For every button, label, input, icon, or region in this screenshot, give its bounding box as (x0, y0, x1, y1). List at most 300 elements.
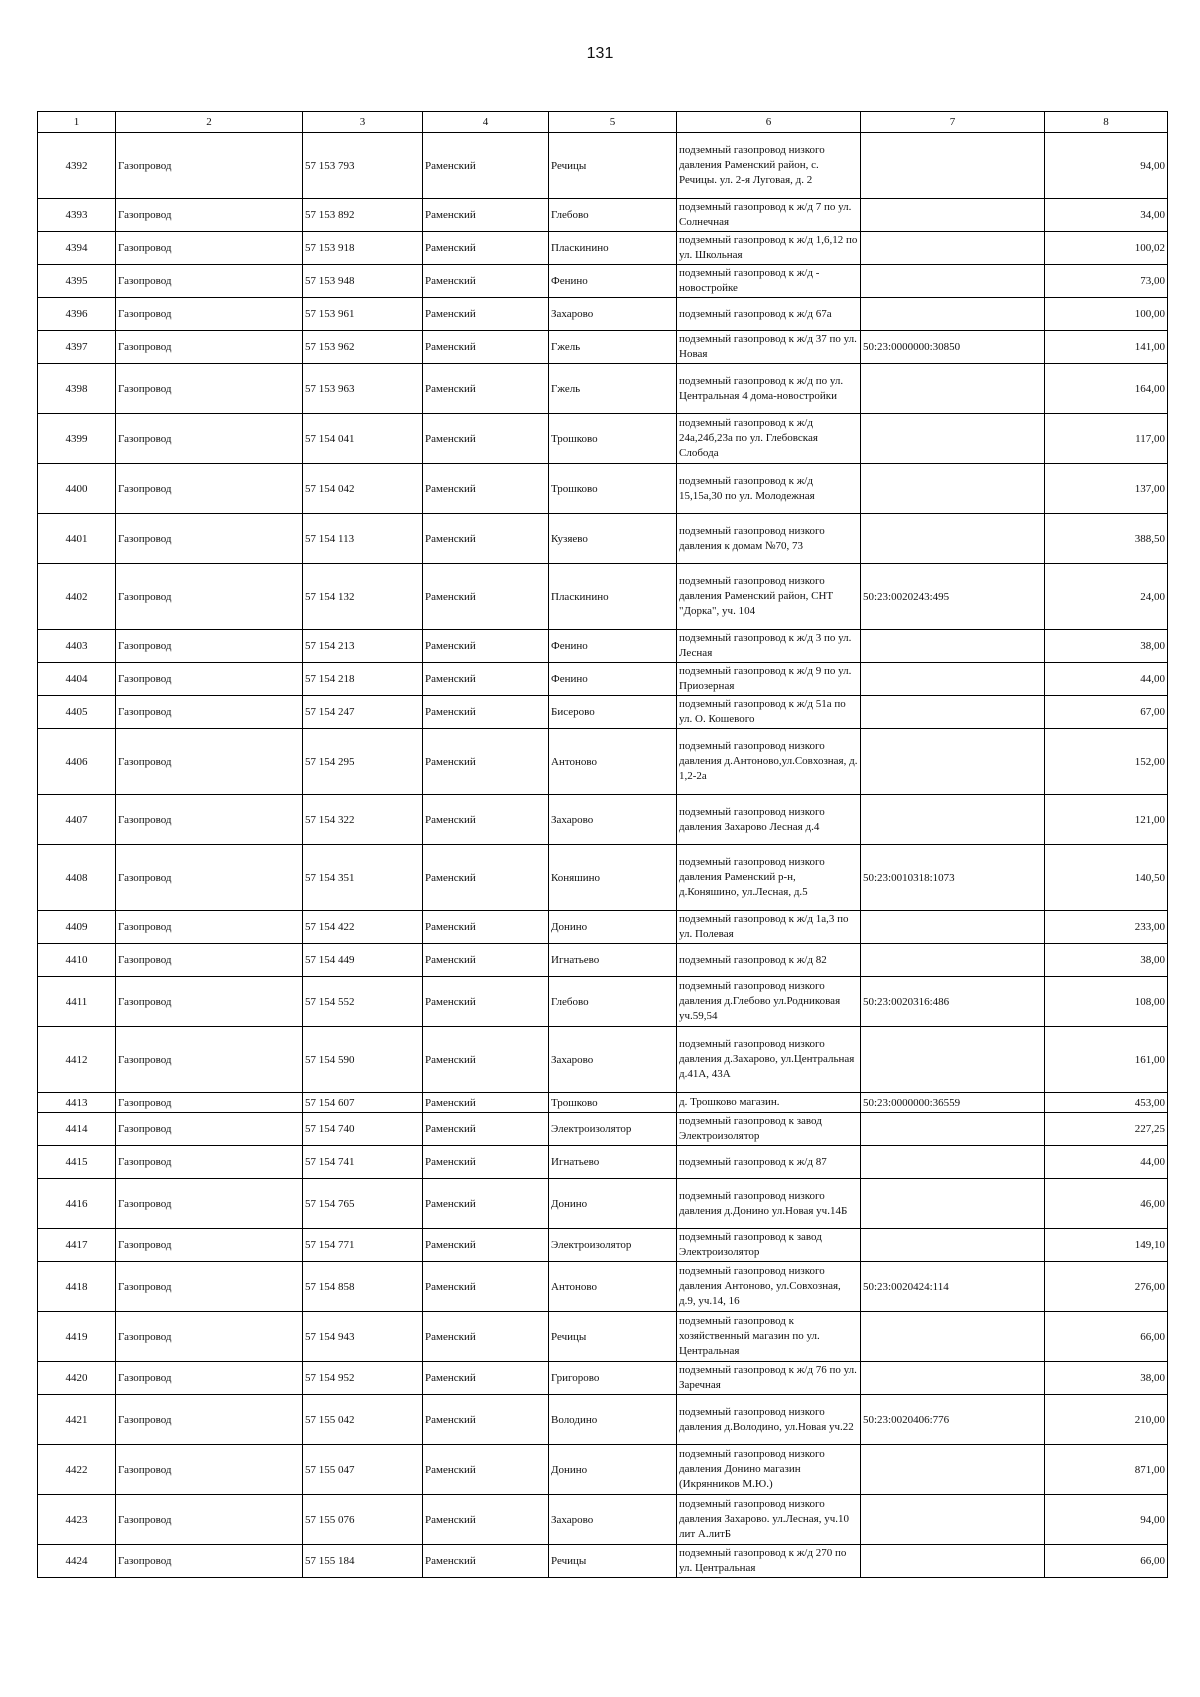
district: Раменский (423, 944, 549, 977)
settlement: Фенино (549, 663, 677, 696)
description: подземный газопровод к ж/д 67а (677, 298, 861, 331)
table-header (38, 112, 1168, 133)
district: Раменский (423, 1262, 549, 1312)
settlement: Трошково (549, 414, 677, 464)
table-body (38, 133, 1168, 1578)
cadastral-number (861, 1179, 1045, 1229)
settlement: Коняшино (549, 845, 677, 911)
column-header: 4 (423, 112, 549, 133)
length-value: 137,00 (1045, 464, 1168, 514)
settlement: Антоново (549, 729, 677, 795)
inventory-code: 57 154 765 (303, 1179, 423, 1229)
description: подземный газопровод низкого давления д.Володино, ул.Новая уч.22 (677, 1395, 861, 1445)
district: Раменский (423, 729, 549, 795)
description: подземный газопровод низкого давления д.Антоново,ул.Совхозная, д. 1,2-2а (677, 729, 861, 795)
column-header: 1 (38, 112, 116, 133)
district: Раменский (423, 1146, 549, 1179)
table-row (38, 977, 1168, 1027)
length-value: 149,10 (1045, 1229, 1168, 1262)
inventory-code: 57 155 047 (303, 1445, 423, 1495)
length-value: 38,00 (1045, 944, 1168, 977)
district: Раменский (423, 1445, 549, 1495)
table-row (38, 514, 1168, 564)
column-header: 2 (116, 112, 303, 133)
settlement: Фенино (549, 630, 677, 663)
table-row (38, 1362, 1168, 1395)
settlement: Гжель (549, 364, 677, 414)
table-row (38, 630, 1168, 663)
cadastral-number (861, 298, 1045, 331)
table-row (38, 1312, 1168, 1362)
object-name: Газопровод (116, 364, 303, 414)
inventory-code: 57 154 607 (303, 1093, 423, 1113)
table-row (38, 845, 1168, 911)
object-name: Газопровод (116, 1093, 303, 1113)
table-row (38, 795, 1168, 845)
settlement: Электроизолятор (549, 1229, 677, 1262)
object-name: Газопровод (116, 845, 303, 911)
cadastral-number: 50:23:0020424:114 (861, 1262, 1045, 1312)
inventory-code: 57 154 351 (303, 845, 423, 911)
cadastral-number (861, 414, 1045, 464)
inventory-code: 57 155 042 (303, 1395, 423, 1445)
row-number: 4402 (38, 564, 116, 630)
inventory-code: 57 153 948 (303, 265, 423, 298)
cadastral-number (861, 1312, 1045, 1362)
description: подземный газопровод низкого давления к домам №70, 73 (677, 514, 861, 564)
district: Раменский (423, 514, 549, 564)
row-number: 4394 (38, 232, 116, 265)
object-name: Газопровод (116, 1545, 303, 1578)
settlement: Трошково (549, 1093, 677, 1113)
inventory-code: 57 154 952 (303, 1362, 423, 1395)
row-number: 4413 (38, 1093, 116, 1113)
description: подземный газопровод к ж/д 9 по ул. Приозерная (677, 663, 861, 696)
row-number: 4396 (38, 298, 116, 331)
inventory-code: 57 153 963 (303, 364, 423, 414)
district: Раменский (423, 1113, 549, 1146)
settlement: Донино (549, 1445, 677, 1495)
row-number: 4409 (38, 911, 116, 944)
column-header: 5 (549, 112, 677, 133)
length-value: 161,00 (1045, 1027, 1168, 1093)
settlement: Захарово (549, 1027, 677, 1093)
column-header: 7 (861, 112, 1045, 133)
row-number: 4424 (38, 1545, 116, 1578)
inventory-code: 57 154 422 (303, 911, 423, 944)
district: Раменский (423, 1495, 549, 1545)
row-number: 4418 (38, 1262, 116, 1312)
settlement: Трошково (549, 464, 677, 514)
cadastral-number (861, 795, 1045, 845)
column-header: 3 (303, 112, 423, 133)
table-row (38, 1146, 1168, 1179)
object-name: Газопровод (116, 1229, 303, 1262)
table-row (38, 663, 1168, 696)
cadastral-number (861, 911, 1045, 944)
district: Раменский (423, 331, 549, 364)
length-value: 38,00 (1045, 1362, 1168, 1395)
district: Раменский (423, 364, 549, 414)
object-name: Газопровод (116, 1395, 303, 1445)
description: подземный газопровод низкого давления Антоново, ул.Совхозная, д.9, уч.14, 16 (677, 1262, 861, 1312)
settlement: Захарово (549, 1495, 677, 1545)
object-name: Газопровод (116, 1312, 303, 1362)
object-name: Газопровод (116, 696, 303, 729)
settlement: Глебово (549, 199, 677, 232)
row-number: 4421 (38, 1395, 116, 1445)
cadastral-number (861, 729, 1045, 795)
row-number: 4408 (38, 845, 116, 911)
length-value: 100,00 (1045, 298, 1168, 331)
district: Раменский (423, 696, 549, 729)
district: Раменский (423, 232, 549, 265)
cadastral-number: 50:23:0010318:1073 (861, 845, 1045, 911)
district: Раменский (423, 977, 549, 1027)
district: Раменский (423, 1093, 549, 1113)
district: Раменский (423, 298, 549, 331)
description: подземный газопровод низкого давления Донино магазин (Икрянников М.Ю.) (677, 1445, 861, 1495)
row-number: 4404 (38, 663, 116, 696)
inventory-code: 57 154 771 (303, 1229, 423, 1262)
district: Раменский (423, 1179, 549, 1229)
district: Раменский (423, 1027, 549, 1093)
cadastral-number: 50:23:0000000:30850 (861, 331, 1045, 364)
length-value: 38,00 (1045, 630, 1168, 663)
length-value: 140,50 (1045, 845, 1168, 911)
settlement: Кузяево (549, 514, 677, 564)
inventory-code: 57 155 184 (303, 1545, 423, 1578)
cadastral-number (861, 265, 1045, 298)
district: Раменский (423, 663, 549, 696)
district: Раменский (423, 845, 549, 911)
object-name: Газопровод (116, 298, 303, 331)
length-value: 66,00 (1045, 1312, 1168, 1362)
row-number: 4415 (38, 1146, 116, 1179)
district: Раменский (423, 630, 549, 663)
object-name: Газопровод (116, 133, 303, 199)
row-number: 4397 (38, 331, 116, 364)
inventory-code: 57 154 741 (303, 1146, 423, 1179)
length-value: 117,00 (1045, 414, 1168, 464)
inventory-code: 57 154 041 (303, 414, 423, 464)
cadastral-number (861, 464, 1045, 514)
description: подземный газопровод к ж/д 24а,24б,23а по ул. Глебовская Слобода (677, 414, 861, 464)
district: Раменский (423, 1312, 549, 1362)
row-number: 4417 (38, 1229, 116, 1262)
district: Раменский (423, 133, 549, 199)
description: подземный газопровод к ж/д 15,15а,30 по ул. Молодежная (677, 464, 861, 514)
cadastral-number (861, 364, 1045, 414)
object-name: Газопровод (116, 464, 303, 514)
length-value: 210,00 (1045, 1395, 1168, 1445)
row-number: 4405 (38, 696, 116, 729)
cadastral-number (861, 133, 1045, 199)
inventory-code: 57 154 218 (303, 663, 423, 696)
object-name: Газопровод (116, 514, 303, 564)
inventory-code: 57 153 793 (303, 133, 423, 199)
inventory-code: 57 153 892 (303, 199, 423, 232)
table-row (38, 133, 1168, 199)
description: подземный газопровод низкого давления Раменский р-н, д.Коняшино, ул.Лесная, д.5 (677, 845, 861, 911)
district: Раменский (423, 911, 549, 944)
cadastral-number (861, 1146, 1045, 1179)
table-row (38, 464, 1168, 514)
object-name: Газопровод (116, 1495, 303, 1545)
description: подземный газопровод низкого давления д.Глебово ул.Родниковая уч.59,54 (677, 977, 861, 1027)
settlement: Игнатьево (549, 1146, 677, 1179)
table-row (38, 564, 1168, 630)
settlement: Володино (549, 1395, 677, 1445)
description: подземный газопровод к завод Электроизолятор (677, 1229, 861, 1262)
row-number: 4411 (38, 977, 116, 1027)
description: подземный газопровод низкого давления д.Донино ул.Новая уч.14Б (677, 1179, 861, 1229)
table-row (38, 298, 1168, 331)
registry-table (37, 111, 1168, 1578)
cadastral-number (861, 1027, 1045, 1093)
district: Раменский (423, 265, 549, 298)
description: подземный газопровод к ж/д 3 по ул. Лесная (677, 630, 861, 663)
table-row (38, 1179, 1168, 1229)
object-name: Газопровод (116, 232, 303, 265)
cadastral-number: 50:23:0000000:36559 (861, 1093, 1045, 1113)
settlement: Речицы (549, 133, 677, 199)
cadastral-number: 50:23:0020243:495 (861, 564, 1045, 630)
district: Раменский (423, 464, 549, 514)
description: подземный газопровод к ж/д 1,6,12 по ул. Школьная (677, 232, 861, 265)
inventory-code: 57 154 247 (303, 696, 423, 729)
settlement: Захарово (549, 795, 677, 845)
object-name: Газопровод (116, 1113, 303, 1146)
object-name: Газопровод (116, 265, 303, 298)
description: подземный газопровод низкого давления Захарово. ул.Лесная, уч.10 лит А.литБ (677, 1495, 861, 1545)
district: Раменский (423, 1395, 549, 1445)
row-number: 4399 (38, 414, 116, 464)
object-name: Газопровод (116, 944, 303, 977)
table-row (38, 364, 1168, 414)
table-row (38, 696, 1168, 729)
settlement: Пласкинино (549, 232, 677, 265)
row-number: 4392 (38, 133, 116, 199)
table-row (38, 1027, 1168, 1093)
settlement: Фенино (549, 265, 677, 298)
inventory-code: 57 154 322 (303, 795, 423, 845)
cadastral-number (861, 1229, 1045, 1262)
cadastral-number (861, 514, 1045, 564)
table-row (38, 1395, 1168, 1445)
table-row (38, 232, 1168, 265)
object-name: Газопровод (116, 630, 303, 663)
settlement: Григорово (549, 1362, 677, 1395)
description: подземный газопровод к завод Электроизолятор (677, 1113, 861, 1146)
table-row (38, 1545, 1168, 1578)
cadastral-number (861, 1445, 1045, 1495)
district: Раменский (423, 414, 549, 464)
settlement: Антоново (549, 1262, 677, 1312)
inventory-code: 57 153 918 (303, 232, 423, 265)
length-value: 233,00 (1045, 911, 1168, 944)
table-row (38, 944, 1168, 977)
row-number: 4398 (38, 364, 116, 414)
cadastral-number (861, 199, 1045, 232)
cadastral-number (861, 630, 1045, 663)
settlement: Пласкинино (549, 564, 677, 630)
page-number: 131 (586, 45, 614, 62)
description: подземный газопровод низкого давления д.Захарово, ул.Центральная д.41А, 43А (677, 1027, 861, 1093)
table-row (38, 1445, 1168, 1495)
length-value: 44,00 (1045, 1146, 1168, 1179)
description: д. Трошково магазин. (677, 1093, 861, 1113)
district: Раменский (423, 1229, 549, 1262)
district: Раменский (423, 564, 549, 630)
description: подземный газопровод к ж/д 270 по ул. Центральная (677, 1545, 861, 1578)
length-value: 67,00 (1045, 696, 1168, 729)
length-value: 276,00 (1045, 1262, 1168, 1312)
object-name: Газопровод (116, 1179, 303, 1229)
column-header: 6 (677, 112, 861, 133)
cadastral-number (861, 1545, 1045, 1578)
table-row (38, 265, 1168, 298)
district: Раменский (423, 1545, 549, 1578)
object-name: Газопровод (116, 911, 303, 944)
header-row (38, 112, 1168, 133)
table-row (38, 414, 1168, 464)
inventory-code: 57 153 961 (303, 298, 423, 331)
inventory-code: 57 154 042 (303, 464, 423, 514)
object-name: Газопровод (116, 1146, 303, 1179)
description: подземный газопровод к ж/д 51а по ул. О. Кошевого (677, 696, 861, 729)
inventory-code: 57 154 132 (303, 564, 423, 630)
inventory-code: 57 154 113 (303, 514, 423, 564)
length-value: 871,00 (1045, 1445, 1168, 1495)
length-value: 121,00 (1045, 795, 1168, 845)
district: Раменский (423, 1362, 549, 1395)
object-name: Газопровод (116, 795, 303, 845)
length-value: 227,25 (1045, 1113, 1168, 1146)
description: подземный газопровод к ж/д 1а,3 по ул. Полевая (677, 911, 861, 944)
cadastral-number (861, 1495, 1045, 1545)
description: подземный газопровод низкого давления Раменский район, СНТ "Дорка", уч. 104 (677, 564, 861, 630)
description: подземный газопровод к ж/д 76 по ул. Заречная (677, 1362, 861, 1395)
table-row (38, 1113, 1168, 1146)
object-name: Газопровод (116, 1445, 303, 1495)
cadastral-number: 50:23:0020406:776 (861, 1395, 1045, 1445)
inventory-code: 57 155 076 (303, 1495, 423, 1545)
cadastral-number (861, 1113, 1045, 1146)
object-name: Газопровод (116, 1262, 303, 1312)
description: подземный газопровод к ж/д - новостройке (677, 265, 861, 298)
description: подземный газопровод к ж/д 87 (677, 1146, 861, 1179)
length-value: 44,00 (1045, 663, 1168, 696)
table-row (38, 911, 1168, 944)
table-row (38, 1093, 1168, 1113)
length-value: 152,00 (1045, 729, 1168, 795)
description: подземный газопровод к хозяйственный магазин по ул. Центральная (677, 1312, 861, 1362)
inventory-code: 57 154 740 (303, 1113, 423, 1146)
cadastral-number (861, 232, 1045, 265)
cadastral-number (861, 696, 1045, 729)
length-value: 108,00 (1045, 977, 1168, 1027)
settlement: Игнатьево (549, 944, 677, 977)
length-value: 73,00 (1045, 265, 1168, 298)
inventory-code: 57 154 552 (303, 977, 423, 1027)
row-number: 4423 (38, 1495, 116, 1545)
length-value: 34,00 (1045, 199, 1168, 232)
row-number: 4416 (38, 1179, 116, 1229)
settlement: Речицы (549, 1312, 677, 1362)
row-number: 4420 (38, 1362, 116, 1395)
description: подземный газопровод к ж/д по ул. Центральная 4 дома-новостройки (677, 364, 861, 414)
object-name: Газопровод (116, 331, 303, 364)
object-name: Газопровод (116, 977, 303, 1027)
inventory-code: 57 154 943 (303, 1312, 423, 1362)
row-number: 4400 (38, 464, 116, 514)
district: Раменский (423, 795, 549, 845)
row-number: 4393 (38, 199, 116, 232)
description: подземный газопровод низкого давления Раменский район, с. Речицы. ул. 2-я Луговая, д. 2 (677, 133, 861, 199)
description: подземный газопровод низкого давления Захарово Лесная д.4 (677, 795, 861, 845)
inventory-code: 57 153 962 (303, 331, 423, 364)
table-row (38, 1262, 1168, 1312)
row-number: 4407 (38, 795, 116, 845)
district: Раменский (423, 199, 549, 232)
table-row (38, 331, 1168, 364)
settlement: Глебово (549, 977, 677, 1027)
inventory-code: 57 154 213 (303, 630, 423, 663)
row-number: 4419 (38, 1312, 116, 1362)
length-value: 66,00 (1045, 1545, 1168, 1578)
settlement: Захарово (549, 298, 677, 331)
description: подземный газопровод к ж/д 37 по ул. Новая (677, 331, 861, 364)
length-value: 388,50 (1045, 514, 1168, 564)
cadastral-number (861, 944, 1045, 977)
row-number: 4422 (38, 1445, 116, 1495)
length-value: 24,00 (1045, 564, 1168, 630)
table-row (38, 199, 1168, 232)
inventory-code: 57 154 449 (303, 944, 423, 977)
settlement: Донино (549, 911, 677, 944)
row-number: 4403 (38, 630, 116, 663)
length-value: 94,00 (1045, 133, 1168, 199)
column-header: 8 (1045, 112, 1168, 133)
settlement: Речицы (549, 1545, 677, 1578)
settlement: Бисерово (549, 696, 677, 729)
settlement: Донино (549, 1179, 677, 1229)
row-number: 4395 (38, 265, 116, 298)
object-name: Газопровод (116, 199, 303, 232)
row-number: 4412 (38, 1027, 116, 1093)
inventory-code: 57 154 858 (303, 1262, 423, 1312)
length-value: 100,02 (1045, 232, 1168, 265)
object-name: Газопровод (116, 414, 303, 464)
length-value: 94,00 (1045, 1495, 1168, 1545)
inventory-code: 57 154 590 (303, 1027, 423, 1093)
description: подземный газопровод к ж/д 82 (677, 944, 861, 977)
inventory-code: 57 154 295 (303, 729, 423, 795)
length-value: 453,00 (1045, 1093, 1168, 1113)
row-number: 4410 (38, 944, 116, 977)
description: подземный газопровод к ж/д 7 по ул. Солнечная (677, 199, 861, 232)
table-row (38, 729, 1168, 795)
row-number: 4401 (38, 514, 116, 564)
length-value: 46,00 (1045, 1179, 1168, 1229)
object-name: Газопровод (116, 1362, 303, 1395)
object-name: Газопровод (116, 663, 303, 696)
table-row (38, 1229, 1168, 1262)
length-value: 164,00 (1045, 364, 1168, 414)
cadastral-number: 50:23:0020316:486 (861, 977, 1045, 1027)
cadastral-number (861, 663, 1045, 696)
